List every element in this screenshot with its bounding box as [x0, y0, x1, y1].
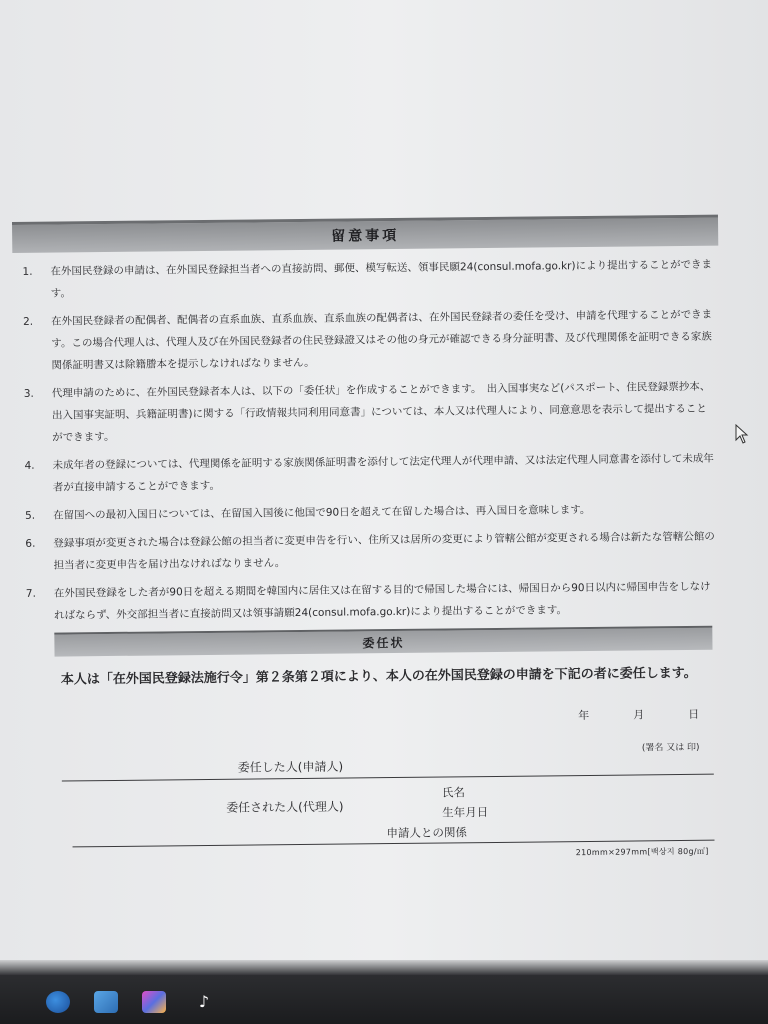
note-item: [15, 526, 721, 577]
notes-header: [12, 215, 718, 253]
paper-spec: 210mm×297mm[백상지 80g/㎡]: [575, 846, 709, 858]
date-month-label: 月: [633, 708, 645, 722]
note-number: 4.: [24, 459, 35, 472]
note-number: 2.: [22, 315, 34, 328]
relation-field-label: 申請人との関係: [386, 825, 467, 841]
note-text: 在留国への最初入国日については、在留国入国後に他国で90日を超えて在留した場合は、再入国日を意味します。: [53, 503, 591, 522]
proxy-statement: 本人は「在外国民登録法施行令」第２条第２項により、本人の在外国民登録の申請を下記の者に委任します。: [60, 665, 697, 688]
note-item: [15, 498, 721, 527]
note-text: 在外国民登録の申請は、在外国民登録担当者への直接訪問、郵便、模写転送、領事民願24(consul.mofa.go.kr)により提出することができます。: [50, 258, 713, 300]
note-number: 5.: [25, 509, 36, 522]
note-text: 代理申請のために、在外国民登録者本人は、以下の「委任状」を作成することができます。 出入国事実など(パスポート、住民登録票抄本、出入国事実証明、兵籍証明書)に関する「行政情報共同利用同意書」については、本人又は代理人により、同意意思を表示して提出することができます。: [51, 380, 711, 444]
app-icon-photos[interactable]: [142, 991, 166, 1013]
app-icon-tiktok[interactable]: ♪: [198, 992, 210, 1011]
notes-title: 留意事項: [331, 227, 400, 245]
delegate-label: 委任された人(代理人): [226, 799, 344, 815]
mouse-cursor-icon: [735, 424, 749, 444]
note-item: [16, 576, 722, 627]
app-icon-explorer[interactable]: [94, 991, 118, 1013]
signature-note: (署名 又は 印): [641, 742, 700, 754]
note-number: 6.: [25, 537, 36, 550]
delegator-label: 委任した人(申請人): [237, 759, 344, 775]
proxy-form: [61, 662, 715, 879]
note-item: [12, 254, 718, 305]
notes-list: [12, 254, 722, 627]
note-text: 未成年者の登録については、代理関係を証明する家族関係証明書を添付して法定代理人が代理申請、又は法定代理人同意書を添付して未成年者が直接申請することができます。: [52, 452, 714, 494]
note-number: 1.: [22, 265, 33, 278]
note-text: 在外国民登録をした者が90日を超える期間を韓国内に居住又は在留する目的で帰国した場合には、帰国日から90日以内に帰国申告をしなければならず、外交部担当者に直接訪問又は領事請願24(consul.mofa.go.kr)により提出することができます。: [53, 580, 711, 622]
note-number: 7.: [25, 587, 36, 600]
note-text: 在外国民登録者の配偶者、配偶者の直系血族、直系血族、直系血族の配偶者は、在外国民登録者の委任を受け、申請を代理することができます。この場合代理人は、代理人及び在外国民登録者の住民登録證又はその他の身元が確認できる身分証明書、及び代理関係を証明できる家族関係証明書又は除籍謄本を提示しなければなりません。: [50, 308, 713, 372]
proxy-title: 委任状: [362, 635, 405, 650]
note-item: [13, 304, 720, 377]
date-year-label: 年: [578, 708, 590, 723]
date-row: [578, 706, 699, 723]
date-day-label: 日: [688, 707, 700, 721]
monitor-bezel: [0, 960, 768, 976]
delegate-fields: [386, 782, 489, 842]
app-icon-outlook[interactable]: [46, 991, 70, 1013]
proxy-header: [54, 626, 712, 657]
note-item: [14, 376, 721, 449]
dob-field-label: 生年月日: [442, 805, 489, 820]
taskbar: [0, 975, 768, 1024]
note-number: 3.: [23, 387, 34, 400]
note-text: 登録事項が変更された場合は登録公館の担当者に変更申告を行い、住所又は居所の変更により管轄公館が変更される場合は新たな管轄公館の担当者に変更申告を届け出なければなりません。: [53, 530, 715, 572]
name-field-label: 氏名: [441, 785, 466, 800]
document-page: [12, 215, 725, 879]
divider-line: [62, 774, 714, 782]
note-item: [14, 448, 720, 499]
